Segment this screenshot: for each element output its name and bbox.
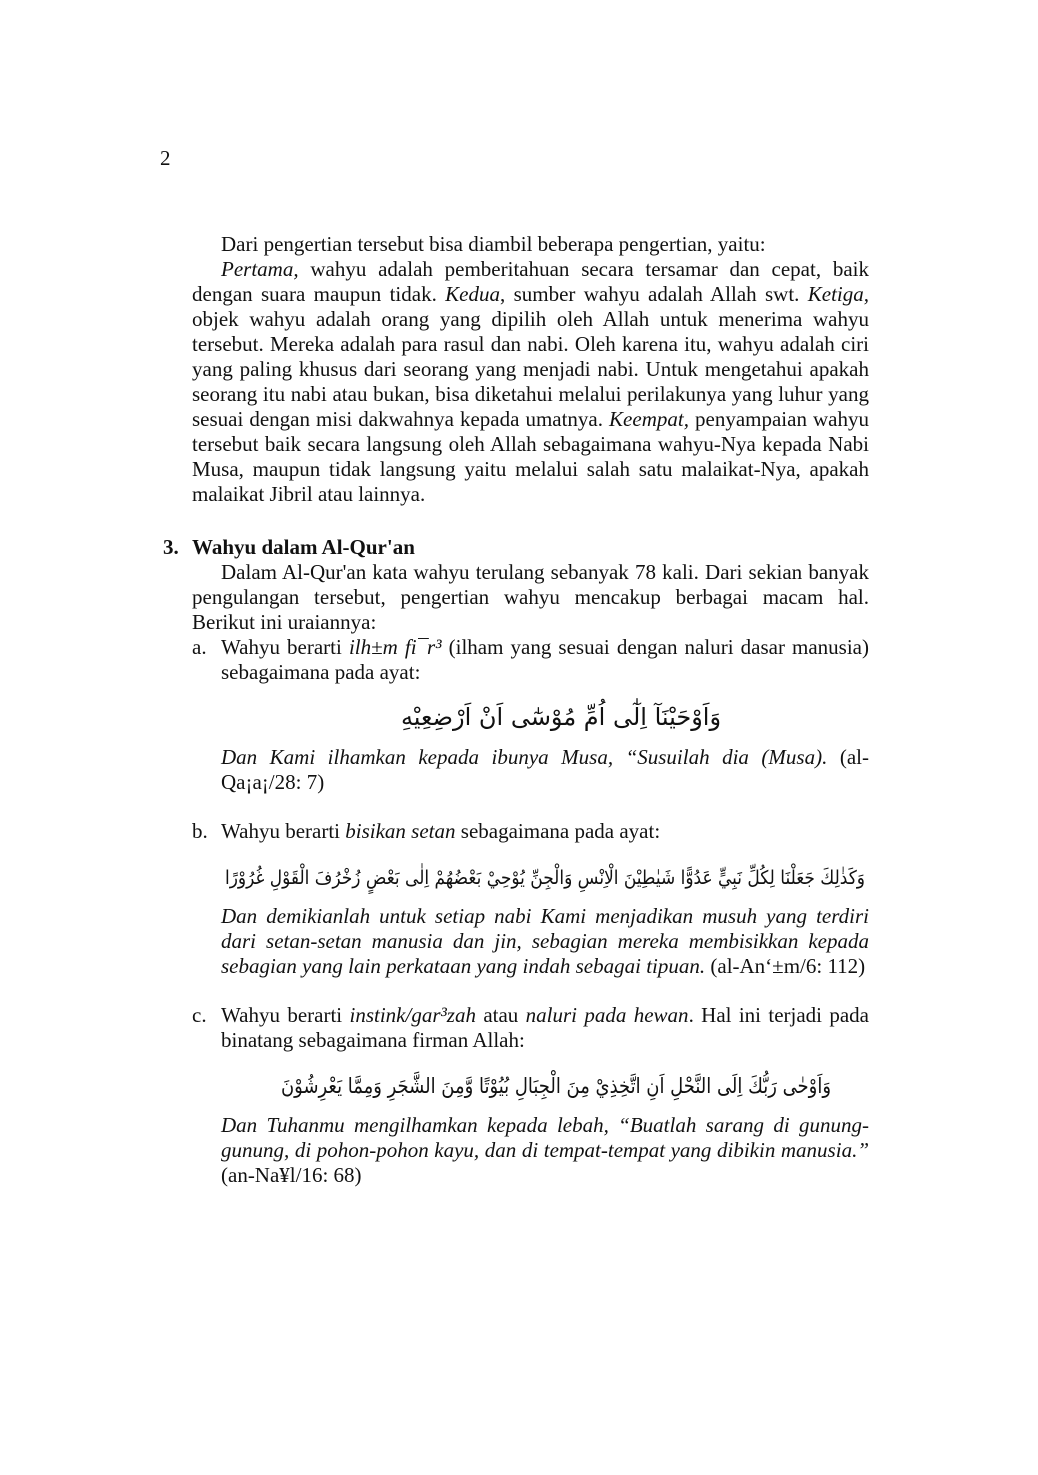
item-italic-term: bisikan setan — [345, 819, 456, 843]
arabic-verse-text: وَاَوْحٰى رَبُّكَ اِلَى النَّحْلِ اَنِ اتَّخِذِيْ مِنَ الْجِبَالِ بُيُوْتًا وَّمِنَ الشَّجَرِ وَمِمَّا يَعْرِشُوْنَ — [281, 1074, 925, 1098]
item-text — [221, 819, 869, 844]
item-italic-term: instink/gar³zah — [349, 1003, 476, 1027]
item-italic-term: ilh±m fi¯r³ — [348, 635, 442, 659]
arabic-verse — [221, 1061, 925, 1107]
verse-reference: (al-Qa¡a¡/28: 7) — [221, 745, 869, 794]
item-text-middle: atau — [475, 1003, 526, 1027]
item-text — [221, 635, 869, 685]
intro-paragraph — [192, 257, 869, 507]
section-title: Wahyu dalam Al-Qur'an — [192, 535, 415, 559]
arabic-verse-image — [221, 693, 898, 739]
keempat-text: penyampaian wahyu tersebut baik secara langsung oleh Allah sebagaimana wahyu-Nya kepada Nabi Musa, maupun tidak langsung yaitu melalui salah satu malaikat-Nya, apakah malaikat Jibril atau lainnya. — [192, 407, 869, 506]
translation-text: Dan Kami ilhamkan kepada ibunya Musa, “Susuilah dia (Musa). — [221, 745, 828, 769]
item-text — [221, 1003, 869, 1053]
section-heading — [163, 535, 869, 560]
item-italic-term-2: naluri pada hewan — [525, 1003, 689, 1027]
list-item-c — [192, 1003, 925, 1188]
intro-line: Dari pengertian tersebut bisa diambil beberapa pengertian, yaitu: — [221, 232, 766, 256]
item-text-after: sebagaimana pada ayat: — [455, 819, 661, 843]
section-intro: Dalam Al-Qur'an kata wahyu terulang sebanyak 78 kali. Dari sekian banyak pengulangan tersebut, pengertian wahyu mencakup berbagai macam hal. Berikut ini uraiannya: — [192, 560, 869, 634]
ketiga-text: objek wahyu adalah orang yang dipilih oleh Allah untuk menerima wahyu tersebut. Mereka adalah para rasul dan nabi. Oleh karena itu, wahyu adalah ciri yang paling khusus dari seorang yang menjadi nabi. Untuk mengetahui apakah seorang itu nabi atau bukan, bisa diketahui melalui perilakunya yang luhur yang sesuai dengan misi dakwahnya kepada umatnya. — [192, 307, 869, 431]
arabic-verse-image — [221, 1061, 925, 1107]
keempat-label: Keempat, — [609, 407, 689, 431]
arabic-verse-text: وَكَذٰلِكَ جَعَلْنَا لِكُلِّ نَبِيٍّ عَدُوًّا شَيٰطِيْنَ الْاِنْسِ وَالْجِنِّ يُوْحِيْ بَعْضُهُمْ اِلٰى بَعْضٍ زُخْرُفَ الْقَوْلِ غُرُوْرًا — [225, 867, 941, 889]
item-label: b. — [192, 819, 208, 843]
verse-reference: (an-Na¥l/16: 68) — [221, 1163, 362, 1187]
pertama-text: wahyu adalah pemberitahuan secara tersamar dan cepat, baik dengan suara maupun tidak. — [192, 257, 869, 306]
page-number: 2 — [160, 146, 171, 170]
translation — [221, 745, 869, 795]
item-label: c. — [192, 1003, 207, 1027]
item-text-before: Wahyu berarti — [221, 1003, 350, 1027]
kedua-label: Kedua — [445, 282, 500, 306]
translation — [221, 1113, 869, 1188]
section-number: 3. — [163, 535, 179, 559]
arabic-verse-image — [221, 852, 941, 898]
item-text-after: (ilham yang sesuai dengan naluri dasar manusia) sebagaimana pada ayat: — [221, 635, 869, 684]
pertama-label: Pertama, — [221, 257, 299, 281]
item-text-before: Wahyu berarti — [221, 635, 349, 659]
item-text-before: Wahyu berarti — [221, 819, 346, 843]
page-content — [163, 232, 941, 1188]
arabic-verse — [221, 852, 941, 898]
arabic-verse-text: وَاَوْحَيْنَآ اِلٰٓى اُمِّ مُوْسٰٓى اَنْ اَرْضِعِيْهِ — [400, 703, 722, 731]
ketiga-label: Ketiga, — [807, 282, 870, 306]
list-item-a — [192, 635, 869, 795]
kedua-text: , sumber wahyu adalah Allah swt. — [500, 282, 808, 306]
translation — [221, 904, 869, 979]
translation-text: Dan demikianlah untuk setiap nabi Kami menjadikan musuh yang terdiri dari setan-setan manusia dan jin, sebagian mereka membisikkan kepada sebagian yang lain perkataan yang indah sebagai tipuan. — [221, 904, 869, 978]
arabic-verse — [221, 693, 869, 739]
item-label: a. — [192, 635, 207, 659]
item-text-after: . Hal ini terjadi pada binatang sebagaimana firman Allah: — [221, 1003, 870, 1052]
list-item-b — [192, 819, 941, 979]
translation-text: Dan Tuhanmu mengilhamkan kepada lebah, “Buatlah sarang di gunung-gunung, di pohon-pohon kayu, dan di tempat-tempat yang dibikin manusia.” — [221, 1113, 869, 1162]
verse-reference: (al-An‘±m/6: 112) — [705, 954, 866, 978]
